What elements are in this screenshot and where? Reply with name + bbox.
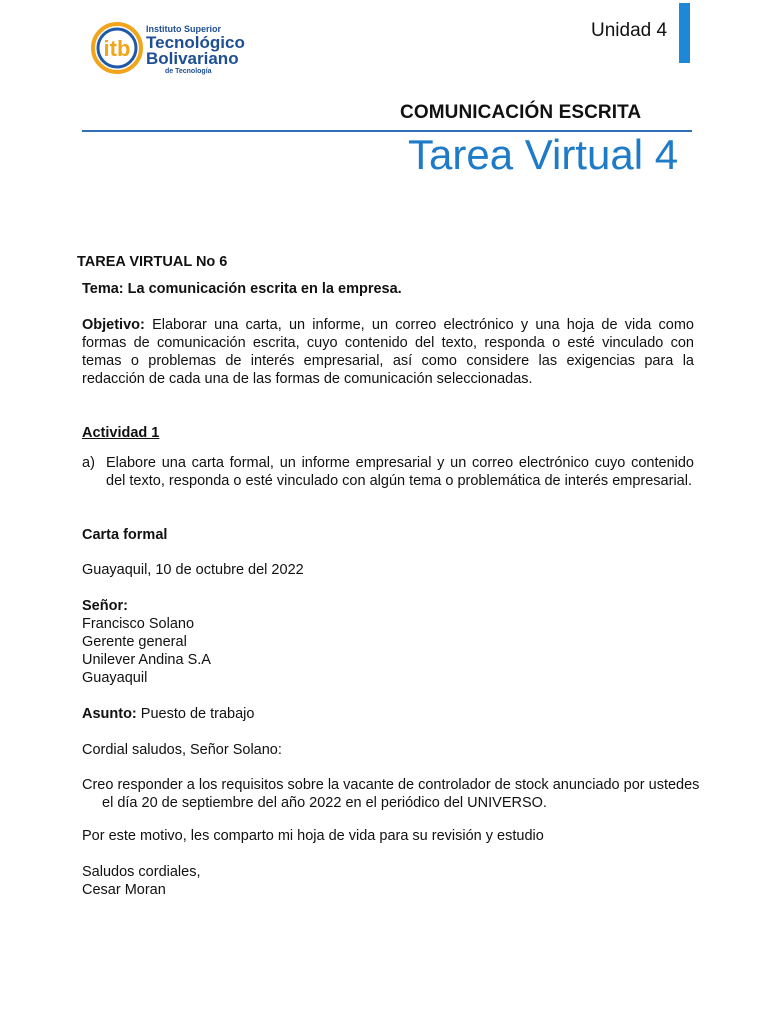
assignment-number: TAREA VIRTUAL No 6 [77, 254, 228, 270]
logo-mark-text: itb [103, 36, 131, 61]
objective-text: Elaborar una carta, un informe, un correo electrónico y una hoja de vida como formas de comunicación escrita, cuyo contenido del texto, responda o esté vinculado con temas o problemas de interés empresarial, así como considere las exigencias para la redacción de cada una de las formas de comunicación seleccionadas. [82, 317, 694, 387]
recipient-line: Guayaquil [82, 670, 148, 686]
topic-line [82, 280, 402, 298]
salutation-title: Señor: [82, 598, 128, 614]
recipient-line: Francisco Solano [82, 616, 195, 632]
topic-label: Tema: [82, 281, 124, 297]
logo-line-1: Instituto Superior [146, 24, 221, 34]
subject-label: Asunto: [82, 706, 137, 722]
itb-logo-mark [90, 18, 250, 78]
recipient-line: Unilever Andina S.A [82, 652, 211, 668]
topic-text: La comunicación escrita en la empresa. [127, 281, 402, 297]
logo-line-3: Bolivariano [146, 49, 239, 68]
logo-line-2: Tecnológico [146, 33, 245, 52]
signature-line: Cesar Moran [82, 882, 166, 898]
logo-line-4: de Tecnología [165, 68, 212, 75]
assignment-title: Tarea Virtual 4 [408, 131, 679, 178]
activity-item [82, 454, 694, 490]
letter-paragraph-2: Por este motivo, les comparto mi hoja de vida para su revisión y estudio [82, 828, 544, 844]
letter-paragraph-1: Creo responder a los requisitos sobre la vacante de controlador de stock anunciado por ustedes el día 20 de septiembre del año 2022 en el periódico del UNIVERSO. [82, 777, 700, 811]
letter-closing [82, 863, 201, 899]
objective-paragraph [82, 316, 694, 388]
activity-item-text: Elabore una carta formal, un informe empresarial y un correo electrónico cuyo contenido del texto, responda o esté vinculado con algún tema o problemática de interés empresarial. [106, 455, 694, 489]
letter-heading: Carta formal [82, 527, 168, 543]
unit-accent-bar [679, 3, 690, 63]
recipient-block [82, 597, 211, 687]
unit-label: Unidad 4 [591, 20, 668, 41]
institution-logo [90, 18, 250, 78]
recipient-line: Gerente general [82, 634, 187, 650]
letter-greeting: Cordial saludos, Señor Solano: [82, 742, 282, 758]
subject-text: Puesto de trabajo [140, 706, 255, 722]
letter-date: Guayaquil, 10 de octubre del 2022 [82, 562, 304, 578]
subject-line [82, 705, 254, 723]
activity-title: Actividad 1 [82, 425, 160, 441]
objective-label: Objetivo: [82, 317, 145, 333]
activity-item-marker: a) [82, 455, 95, 471]
course-title: COMUNICACIÓN ESCRITA [400, 102, 642, 123]
closing-line: Saludos cordiales, [82, 864, 201, 880]
